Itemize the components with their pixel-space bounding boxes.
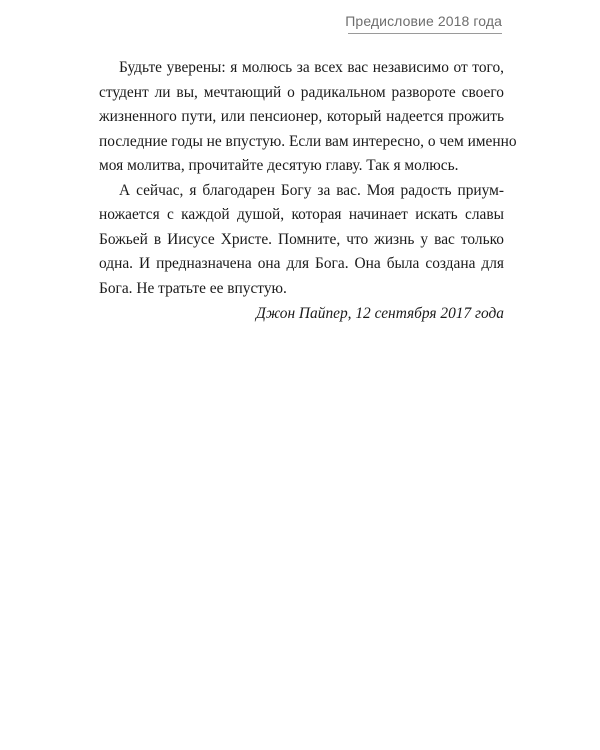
text-line: ножается с каждой душой, которая начинает искать славы <box>99 206 504 223</box>
text-line: моя молитва, прочитайте десятую главу. Так я молюсь. <box>99 157 459 174</box>
text-line: одна. И предназначена она для Бога. Она была создана для <box>99 255 504 272</box>
body-text <box>99 56 517 327</box>
paragraph-gratitude <box>99 179 504 302</box>
text-line: студент ли вы, мечтающий о радикальном развороте своего <box>99 83 504 101</box>
header-rule <box>348 33 502 34</box>
text-line: Будьте уверены: я молюсь за всех вас независимо от того, <box>119 59 504 76</box>
text-line: Бога. Не тратьте ее впустую. <box>99 279 287 297</box>
text-line: Божьей в Иисусе Христе. Помните, что жизнь у вас только <box>99 230 504 248</box>
text-line: А сейчас, я благодарен Богу за вас. Моя радость приум- <box>119 181 504 199</box>
running-head: Предисловие 2018 года <box>345 13 502 29</box>
text-line: последние годы не впустую. Если вам интересно, о чем именно <box>99 132 517 150</box>
paragraph-prayer <box>99 56 517 179</box>
author-signature: Джон Пайпер, 12 сентября 2017 года <box>256 305 504 322</box>
text-line: жизненного пути, или пенсионер, который надеется прожить <box>99 108 504 125</box>
